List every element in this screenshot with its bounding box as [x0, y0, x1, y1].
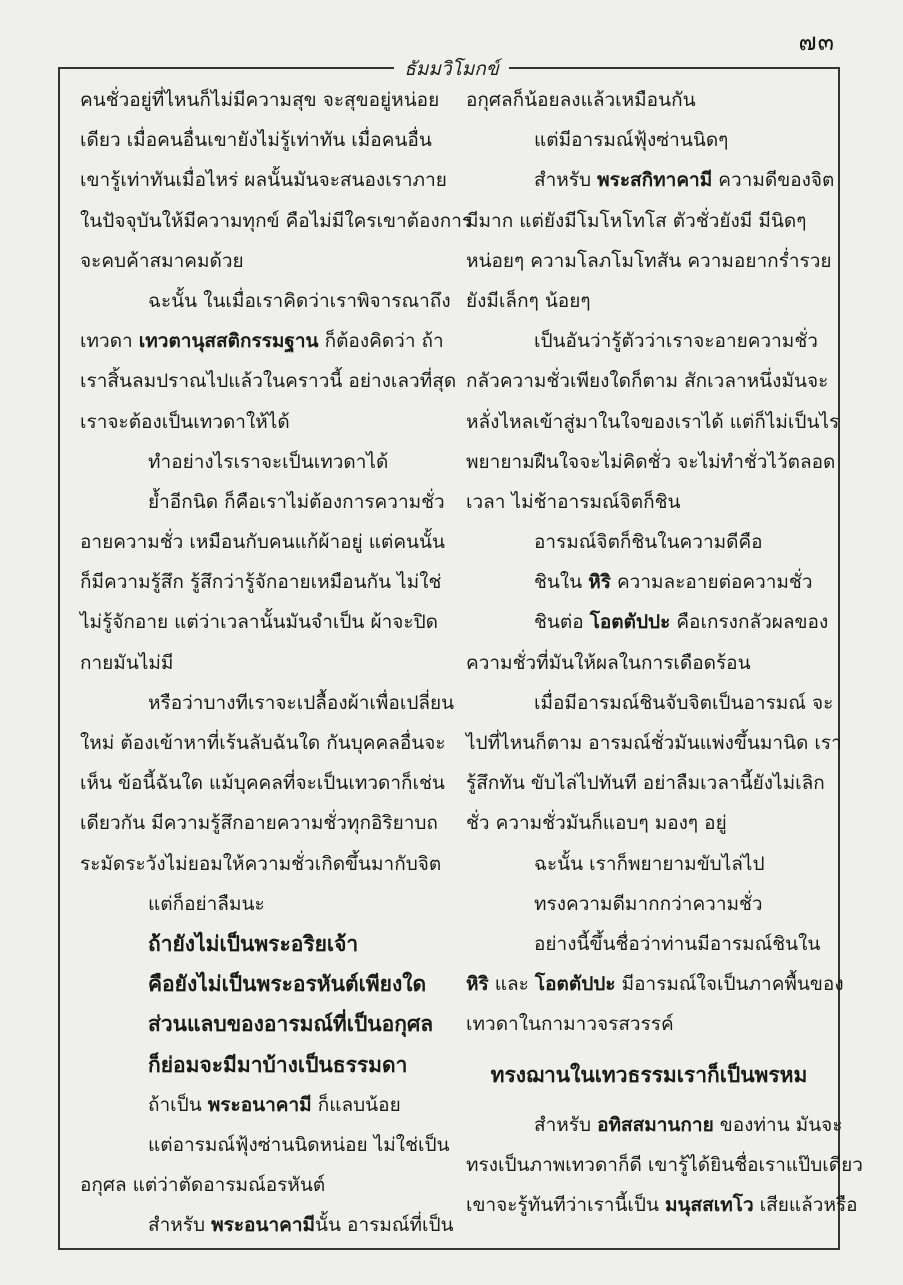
text-line — [80, 1004, 456, 1044]
text-span: หรือว่าบางทีเราจะเปลื้องผ้าเพื่อเปลี่ยน — [148, 691, 455, 714]
text-line — [466, 763, 832, 803]
text-span: ทรงความดีมากกว่าความชั่ว — [534, 892, 763, 915]
text-span: สำหรับ — [148, 1214, 212, 1237]
text-span: เราสิ้นลมปราณไปแล้วในคราวนี้ อย่างเลวที่สุด — [80, 370, 457, 393]
text-line — [80, 844, 456, 884]
text-span: เวลา ไม่ช้าอารมณ์จิตก็ชิน — [466, 490, 681, 513]
text-line — [466, 482, 832, 522]
text-line — [466, 321, 832, 361]
text-span: เดียวกัน มีความรู้สึกอายความชั่วทุกอิริยาบถ — [80, 812, 438, 835]
text-line — [466, 522, 832, 562]
text-span: เมื่อมีอารมณ์ชินจับจิตเป็นอารมณ์ จะ — [534, 691, 834, 714]
bold-text: พระอนาคามี — [207, 1093, 312, 1116]
text-line — [466, 120, 832, 160]
text-line — [466, 361, 832, 401]
text-span: กายมันไม่มี — [80, 651, 174, 674]
text-line — [80, 924, 456, 964]
text-span: นั้น อารมณ์ที่เป็น — [315, 1214, 454, 1237]
text-line — [80, 562, 456, 602]
text-span: ชินใน — [534, 571, 589, 594]
text-line — [80, 763, 456, 803]
text-span: แต่อารมณ์ฟุ้งซ่านนิดหน่อย ไม่ใช่เป็น — [148, 1133, 450, 1156]
text-span: ของท่าน มันจะ — [713, 1113, 843, 1136]
text-line — [466, 924, 832, 964]
text-line — [466, 201, 832, 241]
bold-text: โอตตัปปะ — [534, 973, 616, 996]
text-line — [80, 442, 456, 482]
bold-text: โอตตัปปะ — [589, 611, 671, 634]
text-span: เทวดาในกามาวจรสวรรค์ — [466, 1013, 674, 1036]
text-line — [80, 884, 456, 924]
text-span: อย่างนี้ขึ้นชื่อว่าท่านมีอารมณ์ชินใน — [534, 932, 821, 955]
text-span: ความละอายต่อความชั่ว — [610, 571, 813, 594]
text-span: ฉะนั้น ในเมื่อเราคิดว่าเราพิจารณาถึง — [148, 289, 451, 312]
text-line — [80, 1125, 456, 1165]
text-span: กลัวความชั่วเพียงใดก็ตาม สักเวลาหนึ่งมันจะ — [466, 370, 829, 393]
text-line — [466, 402, 840, 442]
text-span: ทำอย่างไรเราจะเป็นเทวดาได้ — [148, 450, 389, 473]
text-line — [466, 442, 836, 482]
text-line — [466, 281, 832, 321]
bold-text: ก็ย่อมจะมีมาบ้างเป็นธรรมดา — [148, 1052, 408, 1077]
text-line — [466, 884, 832, 924]
text-span: เดียว เมื่อคนอื่นเขายังไม่รู้เท่าทัน เมื่อคนอื่น — [80, 129, 432, 152]
bold-text: ส่วนแลบของอารมณ์ที่เป็นอกุศล — [148, 1012, 434, 1037]
text-span: ทรงฌานในเทวธรรมเราก็เป็นพรหม — [490, 1062, 808, 1087]
bold-text: มนุสสเทโว — [665, 1193, 754, 1216]
bold-text: พระสกิทาคามี — [597, 169, 713, 192]
text-span: ชินต่อ — [534, 611, 590, 634]
text-line — [466, 1185, 858, 1225]
text-span: เขารู้เท่าทันเมื่อไหร่ ผลนั้นมันจะสนองเราภาย — [80, 169, 447, 192]
text-span: ย้ำอีกนิด ก็คือเราไม่ต้องการความชั่ว — [148, 490, 445, 513]
text-span: คนชั่วอยู่ที่ไหนก็ไม่มีความสุข จะสุขอยู่หน่อย — [80, 89, 440, 111]
bold-text: หิริ — [588, 571, 611, 594]
text-span: หลั่งไหลเข้าสู่มาในใจของเราได้ แต่ก็ไม่เป็นไร — [466, 410, 840, 433]
text-span: แต่ก็อย่าลืมนะ — [148, 892, 265, 915]
text-span: เป็นอันว่ารู้ตัวว่าเราจะอายความชั่ว — [534, 330, 818, 353]
text-span: ยังมีเล็กๆ น้อยๆ — [466, 289, 591, 312]
text-line — [466, 562, 832, 602]
text-line — [466, 844, 832, 884]
left-column — [80, 80, 473, 1245]
text-span: คือเกรงกลัวผลของ — [670, 611, 829, 634]
text-line — [80, 1085, 456, 1125]
text-span: มีมาก แต่ยังมีโมโหโทโส ตัวชั่วยังมี มีนิดๆ — [466, 209, 807, 232]
text-span: ก็มีความรู้สึก รู้สึกว่ารู้จักอายเหมือนกัน ไม่ใช่ — [80, 571, 442, 594]
text-line — [80, 643, 456, 683]
text-span: ทรงเป็นภาพเทวดาก็ดี เขารู้ได้ยินชื่อเราแป๊บเดียว — [466, 1153, 863, 1176]
text-line — [466, 1145, 863, 1185]
text-line — [466, 683, 832, 723]
text-line — [466, 723, 842, 763]
text-line — [80, 964, 456, 1004]
section-heading — [466, 1045, 832, 1105]
text-line — [80, 201, 473, 241]
text-span: สำหรับ — [534, 1113, 598, 1136]
right-column — [466, 80, 863, 1225]
text-span: และ — [488, 973, 535, 996]
text-line — [80, 482, 456, 522]
text-span: ไม่รู้จักอาย แต่ว่าเวลานั้นมันจำเป็น ผ้าจะปิด — [80, 611, 438, 634]
text-span: เขาจะรู้ทันทีว่าเรานี้เป็น — [466, 1193, 666, 1216]
text-span: ความดีของจิต — [712, 169, 835, 192]
text-line — [80, 723, 456, 763]
text-line — [466, 964, 844, 1004]
text-line — [80, 160, 456, 200]
text-span: รู้สึกทัน ขับไล่ไปทันที อย่าลืมเวลานี้ยังไม่เลิก — [466, 772, 825, 795]
text-span: ฉะนั้น เราก็พยายามขับไล่ไป — [534, 852, 765, 875]
text-line — [466, 643, 832, 683]
text-line — [80, 803, 456, 843]
text-line — [466, 602, 832, 642]
text-line — [80, 361, 456, 401]
text-line — [80, 602, 456, 642]
text-line — [80, 683, 456, 723]
text-line — [80, 241, 456, 281]
text-span: มีอารมณ์ใจเป็นภาคพื้นของ — [615, 973, 844, 996]
bold-text: อทิสสมานกาย — [597, 1113, 714, 1136]
bold-text: คือยังไม่เป็นพระอรหันต์เพียงใด — [148, 972, 427, 997]
text-span: เสียแล้วหรือ — [753, 1193, 858, 1216]
text-span: อายความชั่ว เหมือนกับคนแก้ผ้าอยู่ แต่คนนั้น — [80, 531, 445, 554]
text-line — [466, 1105, 843, 1145]
text-span: ถ้าเป็น — [148, 1093, 208, 1116]
bold-text: ถ้ายังไม่เป็นพระอริยเจ้า — [148, 931, 359, 956]
bold-text: เทวตานุสสติกรรมฐาน — [138, 330, 319, 353]
text-line — [466, 803, 832, 843]
text-span: อกุศลก็น้อยลงแล้วเหมือนกัน — [466, 89, 696, 111]
text-span: ความชั่วที่มันให้ผลในการเดือดร้อน — [466, 651, 751, 674]
text-span: อกุศล แต่ว่าตัดอารมณ์อรหันต์ — [80, 1174, 326, 1197]
text-line — [466, 1004, 832, 1044]
text-line — [80, 120, 456, 160]
text-span: ใหม่ ต้องเข้าหาที่เร้นลับฉันใด กันบุคคลอื่นจะ — [80, 732, 446, 754]
text-span: ระมัดระวังไม่ยอมให้ความชั่วเกิดขึ้นมากับจิต — [80, 852, 442, 875]
text-span: ก็แลบน้อย — [311, 1093, 401, 1116]
text-line — [80, 1205, 456, 1245]
text-span: อารมณ์จิตก็ชินในความดีคือ — [534, 531, 763, 554]
text-span: ในปัจจุบันให้มีความทุกข์ คือไม่มีใครเขาต้องการ — [80, 209, 473, 232]
text-span: หน่อยๆ ความโลภโมโทสัน ความอยากร่ำรวย — [466, 249, 832, 272]
text-span: พยายามฝืนใจจะไม่คิดชั่ว จะไม่ทำชั่วไว้ตลอด — [466, 450, 836, 473]
text-line — [80, 522, 456, 562]
bold-text: หิริ — [466, 973, 489, 996]
bold-text: พระอนาคามี — [211, 1214, 316, 1237]
text-span: แต่มีอารมณ์ฟุ้งซ่านนิดๆ — [534, 129, 729, 152]
text-line — [80, 402, 456, 442]
running-head-title: ธัมมวิโมกข์ — [394, 58, 509, 80]
text-line — [466, 241, 832, 281]
text-line — [80, 281, 456, 321]
text-line — [466, 80, 832, 120]
text-span: ไปที่ไหนก็ตาม อารมณ์ชั่วมันแพ่งขึ้นมานิด เรา — [466, 732, 842, 754]
text-line — [80, 1165, 456, 1205]
page-number: ๗๓ — [798, 28, 835, 56]
text-span: ก็ต้องคิดว่า ถ้า — [318, 330, 444, 353]
text-span: เห็น ข้อนี้ฉันใด แม้บุคคลที่จะเป็นเทวดาก็เช่น — [80, 772, 445, 795]
text-line — [80, 1045, 456, 1085]
text-span: เราจะต้องเป็นเทวดาให้ได้ — [80, 410, 290, 433]
text-span: เทวดา — [80, 330, 139, 353]
text-line — [466, 160, 835, 200]
text-span: ชั่ว ความชั่วมันก็แอบๆ มองๆ อยู่ — [466, 812, 727, 835]
text-line — [80, 321, 456, 361]
text-span: จะคบค้าสมาคมด้วย — [80, 249, 244, 272]
text-span: สำหรับ — [534, 169, 598, 192]
text-line — [80, 80, 456, 120]
